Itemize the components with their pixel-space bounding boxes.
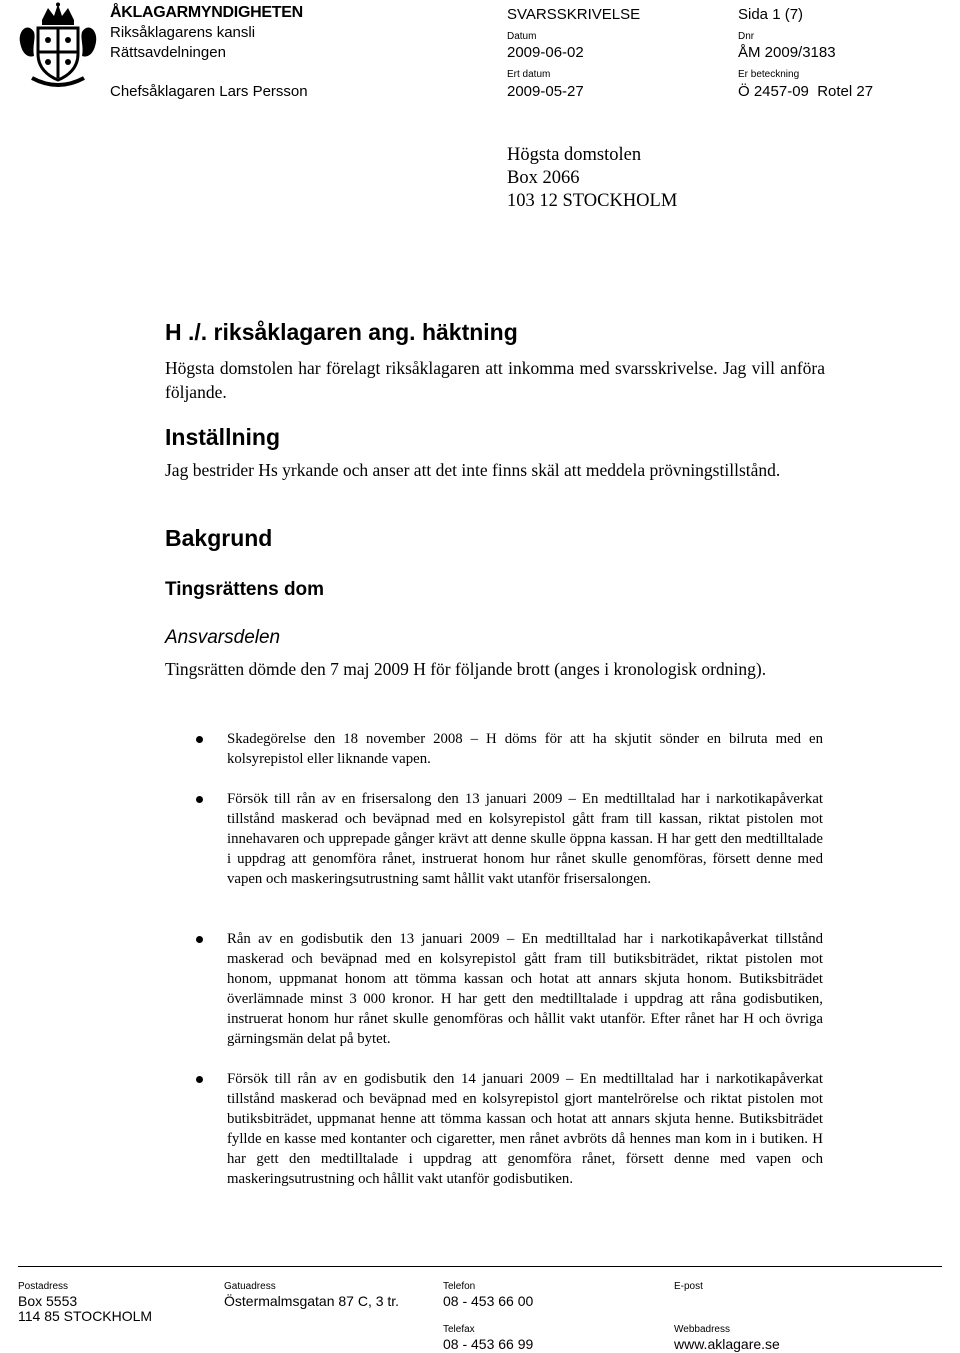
- dnr-value: ÅM 2009/3183: [738, 44, 836, 61]
- coat-of-arms-logo: [14, 2, 102, 88]
- list-item: Rån av en godisbutik den 13 januari 2009 – En medtilltalad har i narkotikapåverkat tillstånd maskerad och beväpnad med en kolsyrepistol gått fram till butiksbiträdet, riktat pistolen mot honom, uppmanat honom att tömma kassan och hotat att annars skjuta honom. Butiksbiträdet överlämnade minst 3 000 kronor. H har gett den medtilltalade i uppdrag att råna godisbutiken, instruerat honom hur rånet skulle genomföras och hållit vakt utanför. Efter rånet har H och övriga gärningsmän delat på bytet.: [227, 931, 823, 1047]
- fax-number: 08 - 453 66 99: [443, 1336, 534, 1352]
- dnr-label: Dnr: [738, 31, 755, 42]
- office-name: Riksåklagarens kansli: [110, 24, 256, 41]
- street-address: Östermalmsgatan 87 C, 3 tr.: [224, 1293, 400, 1309]
- received-date: 2009-05-27: [507, 83, 584, 100]
- footer-divider: [18, 1266, 942, 1267]
- signatory: Chefsåklagaren Lars Persson: [110, 83, 308, 100]
- heading-installning: Inställning: [165, 424, 280, 450]
- received-date-label: Ert datum: [507, 69, 551, 80]
- recipient-city: 103 12 STOCKHOLM: [507, 191, 678, 211]
- list-item: Försök till rån av en frisersalong den 13 januari 2009 – En medtilltalad har i narkotikapåverkat tillstånd maskerad och beväpnad med en kolsyrepistol gått fram till kassan, riktat pistolen mot innehavaren och upprepade gånger krävt att denne skulle öppna kassan. H har gett den medtilltalade i uppdrag att genomföra rånet, instruerat honom hur rånet skulle genomföras, försett denne med vapen och maskeringsutrustning samt hållit vakt utanför frisersalongen.: [227, 791, 823, 887]
- heading-tingsratt: Tingsrättens dom: [165, 579, 325, 600]
- document-type: SVARSSKRIVELSE: [507, 6, 641, 23]
- intro-paragraph: Högsta domstolen har förelagt riksåklagaren att inkomma med svarsskrivelse. Jag vill anföra följande.: [165, 358, 825, 402]
- street-address-label: Gatuadress: [224, 1281, 276, 1292]
- date-label: Datum: [507, 31, 537, 42]
- department-name: Rättsavdelningen: [110, 44, 226, 61]
- fax-label: Telefax: [443, 1324, 475, 1335]
- list-item: Skadegörelse den 18 november 2008 – H döms för att ha skjutit sönder en bilruta med en kolsyrepistol eller liknande vapen.: [227, 731, 823, 767]
- ansvar-paragraph: Tingsrätten dömde den 7 maj 2009 H för följande brott (anges i kronologisk ordning).: [165, 659, 767, 679]
- postal-address-line1: Box 5553: [18, 1293, 78, 1309]
- recipient-box: Box 2066: [507, 168, 580, 188]
- reference-value: Ö 2457-09 Rotel 27: [738, 83, 874, 100]
- heading-ansvarsdelen: Ansvarsdelen: [165, 627, 281, 648]
- reference-label: Er beteckning: [738, 69, 800, 80]
- bullet-dot: [196, 1076, 203, 1083]
- list-item: Försök till rån av en godisbutik den 14 januari 2009 – En medtilltalad har i narkotikapåverkat tillstånd maskerad och beväpnad med en kolsyrepistol gjort mantelrörelse och riktat pistolen mot butiksbiträdet, uppmanat henne att tömma kassan och hotat att annars skjuta henne. Butiksbiträdet fyllde en kasse med kontanter och cigaretter, men rånet avbröts då hennes man kom in i butiken. H har gett den medtilltalade i uppdrag att genomföra rånet, försett denne med vapen och maskeringsutrustning och hållit vakt utanför godisbutiken.: [227, 1071, 823, 1187]
- postal-address-line2: 114 85 STOCKHOLM: [18, 1308, 153, 1324]
- installning-paragraph: Jag bestrider Hs yrkande och anser att det inte finns skäl att meddela prövningstillstånd.: [165, 460, 781, 480]
- recipient-name: Högsta domstolen: [507, 145, 642, 165]
- web-address[interactable]: www.aklagare.se: [674, 1336, 780, 1352]
- email-label: E-post: [674, 1281, 703, 1292]
- agency-name: ÅKLAGARMYNDIGHETEN: [110, 4, 303, 21]
- page-indicator: Sida 1 (7): [738, 6, 804, 23]
- bullet-dot: [196, 936, 203, 943]
- heading-bakgrund: Bakgrund: [165, 525, 273, 551]
- phone-label: Telefon: [443, 1281, 476, 1292]
- bullet-dot: [196, 796, 203, 803]
- bullet-dot: [196, 736, 203, 743]
- postal-address-label: Postadress: [18, 1281, 69, 1292]
- document-date: 2009-06-02: [507, 44, 584, 61]
- web-label: Webbadress: [674, 1324, 730, 1335]
- case-title: H ./. riksåklagaren ang. häktning: [165, 319, 518, 345]
- phone-number: 08 - 453 66 00: [443, 1293, 534, 1309]
